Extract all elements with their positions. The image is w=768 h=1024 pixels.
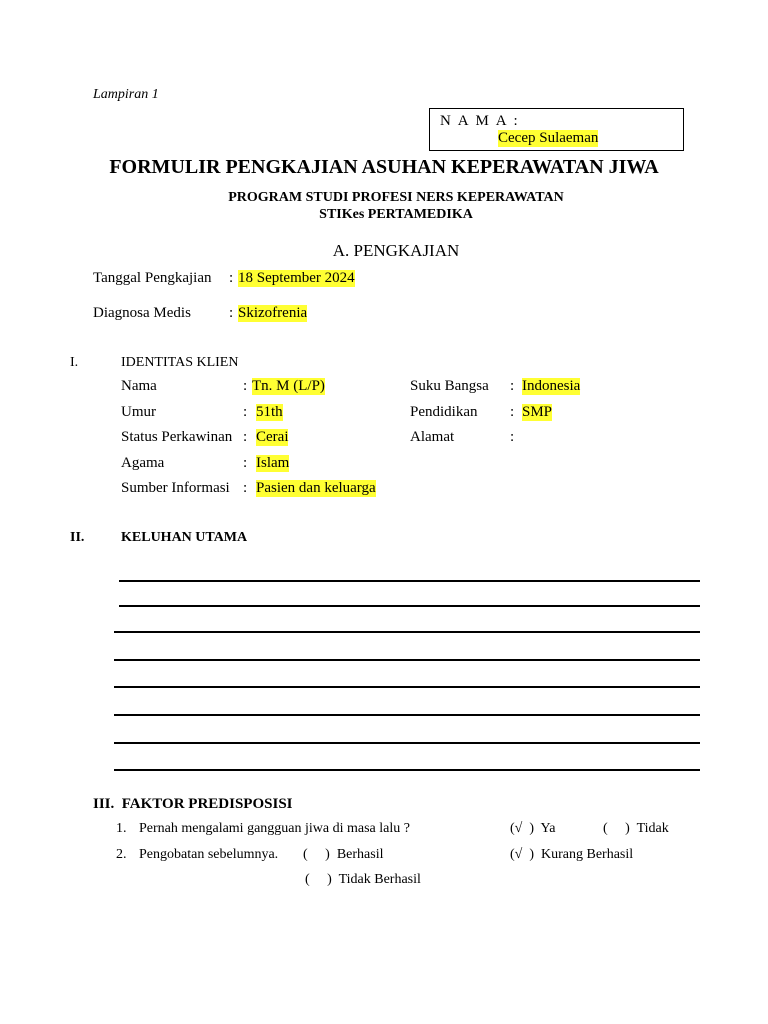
keluhan-line <box>114 769 700 771</box>
lampiran-label: Lampiran 1 <box>93 87 159 102</box>
nama-value: Tn. M (L/P) <box>252 378 325 394</box>
umur-sep: : <box>243 404 248 420</box>
keluhan-line <box>119 605 700 607</box>
identitas-heading: IDENTITAS KLIEN <box>121 355 239 370</box>
tanggal-label: Tanggal Pengkajian <box>93 270 212 286</box>
name-box-value: Cecep Sulaeman <box>498 130 599 146</box>
sumber-informasi-label: Sumber Informasi <box>121 480 230 496</box>
agama-value: Islam <box>256 455 290 471</box>
keluhan-line <box>114 742 700 744</box>
suku-bangsa-value: Indonesia <box>522 378 581 394</box>
faktor-heading: III. FAKTOR PREDISPOSISI <box>93 796 293 812</box>
keluhan-line <box>114 714 700 716</box>
form-title: FORMULIR PENGKAJIAN ASUHAN KEPERAWATAN JIWA <box>109 156 659 178</box>
alamat-sep: : <box>510 429 515 445</box>
q2-text: Pengobatan sebelumnya. <box>139 847 279 862</box>
umur-label: Umur <box>121 404 156 420</box>
tanggal-value: 18 September 2024 <box>238 270 355 286</box>
sumber-informasi-value: Pasien dan keluarga <box>256 480 376 496</box>
suku-bangsa-label: Suku Bangsa <box>410 378 489 394</box>
q1-option-tidak[interactable]: ( ) Tidak <box>603 821 669 836</box>
diagnosa-sep: : <box>229 305 234 321</box>
agama-sep: : <box>243 455 248 471</box>
status-perkawinan-value: Cerai <box>256 429 289 445</box>
pendidikan-label: Pendidikan <box>410 404 478 420</box>
status-perkawinan-sep: : <box>243 429 248 445</box>
suku-bangsa-sep: : <box>510 378 515 394</box>
name-box <box>429 108 684 151</box>
status-perkawinan-label: Status Perkawinan <box>121 429 233 445</box>
diagnosa-value: Skizofrenia <box>238 305 308 321</box>
keluhan-heading: KELUHAN UTAMA <box>121 530 248 545</box>
pendidikan-sep: : <box>510 404 515 420</box>
q2-option-tidak-berhasil[interactable]: ( ) Tidak Berhasil <box>305 872 421 887</box>
name-box-label: N A M A : <box>440 113 520 129</box>
diagnosa-label: Diagnosa Medis <box>93 305 191 321</box>
keluhan-line <box>114 686 700 688</box>
keluhan-line <box>119 580 700 582</box>
form-subtitle-institution: STIKes PERTAMEDIKA <box>319 207 473 222</box>
identitas-number: I. <box>70 355 79 370</box>
q2-option-berhasil[interactable]: ( ) Berhasil <box>303 847 384 862</box>
keluhan-line <box>114 631 700 633</box>
q2-option-kurang-berhasil[interactable]: (√ ) Kurang Berhasil <box>510 847 634 862</box>
q1-number: 1. <box>116 821 127 836</box>
umur-value: 51th <box>256 404 283 420</box>
q2-number: 2. <box>116 847 127 862</box>
alamat-label: Alamat <box>410 429 455 445</box>
keluhan-number: II. <box>70 530 85 545</box>
tanggal-sep: : <box>229 270 234 286</box>
q1-text: Pernah mengalami gangguan jiwa di masa lalu ? <box>139 821 410 836</box>
section-a-heading: A. PENGKAJIAN <box>332 241 460 260</box>
pendidikan-value: SMP <box>522 404 553 420</box>
form-subtitle-program: PROGRAM STUDI PROFESI NERS KEPERAWATAN <box>228 190 564 205</box>
keluhan-line <box>114 659 700 661</box>
agama-label: Agama <box>121 455 165 471</box>
sumber-informasi-sep: : <box>243 480 248 496</box>
nama-sep: : <box>243 378 248 394</box>
nama-label: Nama <box>121 378 157 394</box>
q1-option-ya[interactable]: (√ ) Ya <box>510 821 556 836</box>
